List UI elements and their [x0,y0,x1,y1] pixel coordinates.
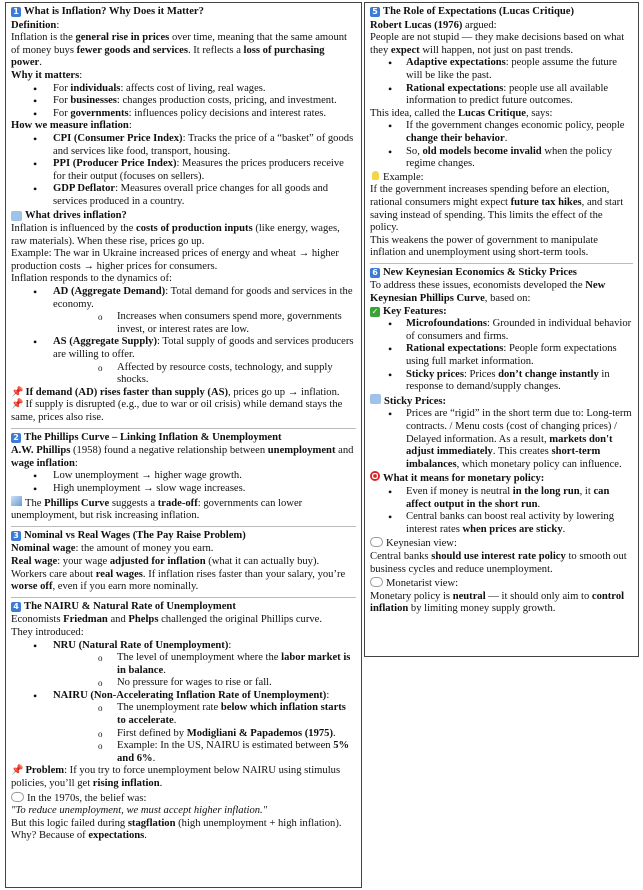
sub-list-item: o Example: In the US, NAIRU is estimated between 5% and 6%. [53,740,356,765]
monetarist-label: Monetarist view: [370,576,633,591]
section-what-is-inflation [11,6,356,429]
paragraph: Economists Friedman and Phelps challenged the original Phillips curve. [11,614,323,626]
list-item: • Rational expectations: people use all available information to predict future outcomes. [370,83,633,108]
list-item: • So, old models become invalid when the policy regime changes. [370,146,633,171]
paragraph: Inflation is influenced by the costs of production inputs (like energy, wages, raw materials). When these rise, prices go up. [11,223,340,247]
section-heading [11,432,356,445]
paragraph: To address these issues, economists developed the New Keynesian Phillips Curve, based on: [370,280,606,305]
list-item: • Adaptive expectations: people assume the future will be like the past. [370,57,633,82]
section-phillips-curve [11,432,356,527]
pin-note: 📌 Problem: If you try to force unemployment below NAIRU using stimulus policies, you’ll get rising inflation. [11,765,341,790]
section-title: What drives inflation? [25,209,127,221]
speech-bubble-icon [370,537,383,547]
expectations-list [370,57,633,107]
checkmark-icon: ✓ [371,306,379,316]
section-heading [11,6,356,19]
list-item: • If the government changes economic policy, people change their behavior. [370,120,633,145]
paragraph: Central banks should use interest rate policy to smooth out business cycles and reduce unemployment. [370,550,627,575]
wave-icon [11,211,22,221]
pin-note: 📌 If demand (AD) rises faster than supply (AS), prices go up → inflation. [11,386,340,398]
monetary-list [370,486,633,536]
paragraph: This idea, called the Lucas Critique, says: [370,107,553,119]
measure-label: How we measure inflation: [11,120,132,132]
wave-icon [370,394,381,404]
section-new-keynesian [370,267,633,619]
number-6-icon: 6 [370,268,380,278]
list-item: • PPI (Producer Price Index): Measures the prices producers receive for their output (focuses on sellers). [11,158,356,183]
sub-list-item: o The level of unemployment where the labor market is in balance. [53,652,356,677]
sub-list-item: o No pressure for wages to rise or fall. [53,677,356,690]
sub-list-item: o The unemployment rate below which inflation starts to accelerate. [53,702,356,727]
paragraph: Inflation responds to the dynamics of: [11,273,172,285]
paragraph: Why? Because of expectations. [11,830,147,842]
nairu-list [11,640,356,766]
definition-label: Definition: [11,19,60,31]
sub-list-item: o Affected by resource costs, technology, and supply shocks. [53,362,356,387]
list-item: • NAIRU (Non-Accelerating Inflation Rate of Unemployment): o The unemployment rate below which inflation starts to accelerate. o First defined by Modigliani & Papademos (1975). o Example: In the US, NAIRU is estimated between 5% and 6%. [11,690,356,766]
pin-note: 📌 If supply is disrupted (e.g., due to war or oil crisis) while demand stays the same, prices also rise. [11,399,343,423]
paragraph: Real wage: your wage adjusted for inflation (what it can actually buy). [11,555,320,567]
paragraph: People are not stupid — they make decisions based on what they expect will happen, not just on past trends. [370,32,625,56]
list-item: • High unemployment → slow wage increases. [11,483,356,496]
speech-bubble-icon [370,577,383,587]
example-label: Example: [370,171,633,185]
paragraph: Example: The war in Ukraine increased prices of energy and wheat → higher production costs → higher prices for consumers. [11,248,339,272]
paragraph: Workers care about real wages. If inflation rises faster than your salary, you’re worse off, even if you earn more nominally. [11,568,346,593]
paragraph: They introduced: [11,626,84,638]
section-expectations [370,6,633,264]
list-item: • GDP Deflator: Measures overall price changes for all goods and services produced in a country. [11,183,356,208]
paragraph: Nominal wage: the amount of money you earn. [11,543,214,555]
list-item: • AS (Aggregate Supply): Total supply of goods and services producers are willing to offer. o Affected by resource costs, technology, and supply shocks. [11,336,356,386]
list-item: • AD (Aggregate Demand): Total demand for goods and services in the economy. o Increases when consumers spend more, governments invest, or interest rates are low. [11,286,356,336]
number-5-icon: 5 [370,7,380,17]
section-heading [370,6,633,19]
quote: "To reduce unemployment, we must accept higher inflation." [11,805,268,817]
right-column [364,2,639,657]
pushpin-icon: 📌 [11,765,24,777]
paragraph: Robert Lucas (1976) argued: [370,19,497,31]
belief-note: In the 1970s, the belief was: [11,791,356,806]
chart-icon [11,496,22,506]
key-features-label: ✓ Key Features: [371,305,447,317]
section-nominal-real-wages [11,530,356,598]
paragraph: This weakens the power of government to manipulate inflation and unemployment using short-term tools. [370,234,598,259]
list-item: • Prices are “rigid” in the short term due to: Long-term contracts. / Menu costs (cost of changing prices) / Delayed information. As a result, markets don't adjust immediately. This creates short-term imbalances, which monetary policy can influence. [370,408,633,471]
sticky-prices-label: Sticky Prices: [370,394,633,409]
list-item: • For businesses: changes production costs, pricing, and investment. [11,95,356,108]
list-item: • Central banks can boost real activity by lowering interest rates when prices are sticky. [370,511,633,536]
phillips-list [11,470,356,495]
speech-bubble-icon [11,792,24,802]
sticky-list [370,408,633,471]
critique-list [370,120,633,170]
left-column [5,2,362,888]
list-item: • NRU (Natural Rate of Unemployment): o The level of unemployment where the labor market is in balance. o No pressure for wages to rise or fall. [11,640,356,690]
paragraph: Monetary policy is neutral — it should only aim to control inflation by limiting money supply growth. [370,590,625,615]
sub-list-item: o Increases when consumers spend more, governments invest, or interest rates are low. [53,311,356,336]
section-title: Nominal vs Real Wages (The Pay Raise Problem) [24,529,246,541]
lightbulb-icon [372,171,379,180]
number-1-icon: 1 [11,7,21,17]
features-list [370,318,633,394]
list-item: • Even if money is neutral in the long run, it can affect output in the short run. [370,486,633,511]
section-title: The Role of Expectations (Lucas Critique) [383,6,574,17]
list-item: • CPI (Consumer Price Index): Tracks the price of a “basket” of goods and services like food, transport, housing. [11,133,356,158]
section-title: New Keynesian Economics & Sticky Prices [383,266,577,278]
section-heading [11,530,356,543]
section-nairu [11,601,356,846]
list-item: • Microfoundations: Grounded in individual behavior of consumers and firms. [370,318,633,343]
note: The Phillips Curve suggests a trade-off: governments can lower unemployment, but risk increasing inflation. [11,497,303,522]
number-3-icon: 3 [11,531,21,541]
section-heading [11,601,356,614]
why-list [11,83,356,121]
list-item: • For individuals: affects cost of living, real wages. [11,83,356,96]
list-item: • For governments: influences policy decisions and interest rates. [11,108,356,121]
number-2-icon: 2 [11,433,21,443]
keynesian-label: Keynesian view: [370,536,633,551]
definition-text: Inflation is the general rise in prices over time, meaning that the same amount of money buys fewer goods and services. It reflects a loss of purchasing power. [11,32,347,69]
pushpin-icon: 📌 [11,386,24,398]
list-item: • Sticky prices: Prices don’t change instantly in response to demand/supply changes. [370,369,633,394]
section-title: What is Inflation? Why Does it Matter? [24,6,204,17]
list-item: • Rational expectations: People form expectations using full market information. [370,343,633,368]
sub-list-item: o First defined by Modigliani & Papademos (1975). [53,728,356,741]
pushpin-icon: 📌 [11,399,24,411]
paragraph: If the government increases spending before an election, rational consumers might expect future tax hikes, and start saving instead of spending. This limits the effect of the policy. [370,184,624,234]
target-icon [370,471,380,481]
why-label: Why it matters: [11,69,83,81]
section-heading [370,267,633,280]
measure-list [11,133,356,209]
section-title: The Phillips Curve – Linking Inflation & Unemployment [24,431,282,443]
paragraph: But this logic failed during stagflation (high unemployment + high inflation). [11,817,342,829]
dynamics-list [11,286,356,387]
number-4-icon: 4 [11,602,21,612]
paragraph: A.W. Phillips (1958) found a negative relationship between unemployment and wage inflation: [11,445,354,469]
section-heading [11,210,356,223]
section-title: The NAIRU & Natural Rate of Unemployment [24,600,236,612]
monetary-label: What it means for monetary policy: [370,471,633,486]
list-item: • Low unemployment → higher wage growth. [11,470,356,483]
